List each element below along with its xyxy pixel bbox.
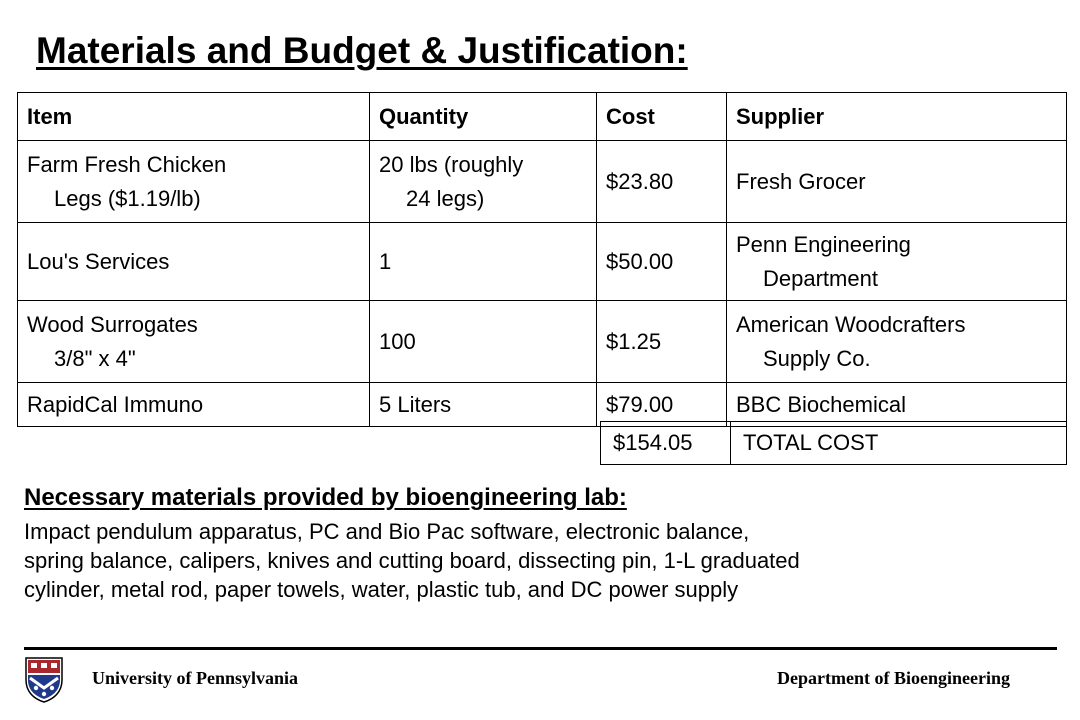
cell-cost: $23.80 (597, 141, 727, 223)
budget-table (17, 92, 1067, 427)
cell-item-line: Wood Surrogates (27, 311, 198, 337)
cell-cost: $50.00 (597, 223, 727, 301)
cell-item: RapidCal Immuno (18, 383, 370, 427)
cell-quantity: 5 Liters (370, 383, 597, 427)
header-item: Item (18, 93, 370, 141)
header-supplier: Supplier (727, 93, 1067, 141)
cell-supplier-line: Penn Engineering (736, 231, 911, 257)
cell-supplier: BBC Biochemical (727, 383, 1067, 427)
lab-materials-line: Impact pendulum apparatus, PC and Bio Pac software, electronic balance, (24, 519, 750, 544)
table-row (18, 301, 1067, 383)
cell-supplier-line: American Woodcrafters (736, 311, 966, 337)
footer-department: Department of Bioengineering (777, 668, 1010, 688)
total-label: TOTAL COST (731, 422, 1067, 465)
cell-supplier (727, 301, 1067, 383)
penn-shield-icon (24, 656, 64, 704)
cell-supplier: Fresh Grocer (727, 141, 1067, 223)
table-row (18, 223, 1067, 301)
cell-item-line: Legs ($1.19/lb) (54, 185, 201, 211)
cell-quantity (370, 141, 597, 223)
cell-quantity-line: 20 lbs (roughly (379, 151, 524, 177)
header-cost: Cost (597, 93, 727, 141)
cell-item-line: Farm Fresh Chicken (27, 151, 227, 177)
table-header-row (18, 93, 1067, 141)
lab-materials-line: cylinder, metal rod, paper towels, water, plastic tub, and DC power supply (24, 577, 739, 602)
cell-quantity-line: 24 legs) (406, 185, 485, 211)
cell-quantity: 1 (370, 223, 597, 301)
lab-materials-heading: Necessary materials provided by bioengineering lab: (24, 484, 627, 511)
table-row (18, 141, 1067, 223)
cell-supplier-line: Department (763, 265, 878, 291)
cell-item: Lou's Services (18, 223, 370, 301)
footer-divider (24, 647, 1057, 650)
cell-item (18, 301, 370, 383)
total-row (601, 422, 1067, 465)
cell-cost: $79.00 (597, 383, 727, 427)
lab-materials-text (24, 517, 1069, 604)
lab-materials-line: spring balance, calipers, knives and cutting board, dissecting pin, 1-L graduated (24, 548, 800, 573)
cell-item-line: 3/8" x 4" (54, 345, 136, 371)
cell-supplier (727, 223, 1067, 301)
table-row (18, 383, 1067, 427)
total-table (600, 421, 1067, 465)
header-quantity: Quantity (370, 93, 597, 141)
cell-quantity: 100 (370, 301, 597, 383)
page-title: Materials and Budget & Justification: (36, 30, 688, 71)
footer-university: University of Pennsylvania (92, 668, 299, 688)
cell-cost: $1.25 (597, 301, 727, 383)
total-value: $154.05 (601, 422, 731, 465)
cell-supplier-line: Supply Co. (763, 345, 871, 371)
cell-item (18, 141, 370, 223)
